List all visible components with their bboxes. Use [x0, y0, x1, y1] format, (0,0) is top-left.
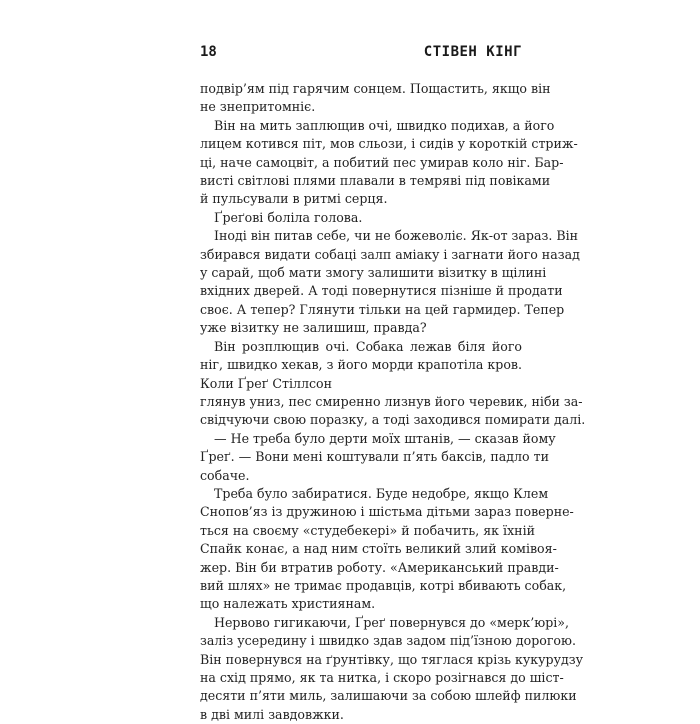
text-line: десяти п’яти миль, залишаючи за собою шлейф пилюки [200, 688, 577, 704]
text-line: Він повернувся на ґрунтівку, що тяглася крізь кукурудзу [200, 651, 584, 667]
text-line: Спайк конає, а над ним стоїть великий злий комівоя- [200, 541, 557, 557]
paragraph [200, 80, 551, 117]
text-line: собаче. [200, 467, 250, 483]
paragraph [200, 614, 584, 724]
text-line: й пульсували в ритмі серця. [200, 191, 388, 207]
text-line: збирався видати собаці залп аміаку і загнати його назад [200, 246, 580, 262]
text-line: Ґреґ. — Вони мені коштували п’ять баксів, падло ти [200, 449, 549, 465]
text-line: Іноді він питав себе, чи не божеволіє. Як-от зараз. Він [214, 228, 579, 244]
text-line: в дві милі завдовжки. [200, 706, 344, 722]
paragraph [200, 338, 586, 430]
text-line: своє. А тепер? Глянути тільки на цей гармидер. Тепер [200, 301, 565, 317]
text-line: Снопов’яз із дружиною і шістьма дітьми зараз поверне- [200, 504, 574, 520]
body-text [200, 80, 586, 724]
text-line: у сарай, щоб мати змогу залишити візитку в щілині [200, 265, 547, 281]
text-line: свідчуючи свою поразку, а тоді заходився помирати далі. [200, 412, 586, 428]
text-line: Він на мить заплющив очі, швидко подихав, а його [214, 117, 555, 133]
text-line: вхідних дверей. А тоді повернутися пізніше й продати [200, 283, 563, 299]
paragraph [200, 209, 522, 227]
text-line: на схід прямо, як та нитка, і скоро розігнався до шіст- [200, 670, 564, 685]
text-line: не знепритомніє. [200, 99, 316, 115]
text-line: Ґреґові боліла голова. [214, 209, 363, 225]
text-line: що належать християнам. [200, 596, 376, 612]
text-line: Треба було забиратися. Буде недобре, якщо Клем [214, 485, 549, 501]
text-line: глянув униз, пес смиренно лизнув його черевик, ніби за- [200, 393, 583, 409]
page-number: 18 [200, 44, 217, 60]
text-line: уже візитку не залишиш, правда? [200, 320, 427, 336]
paragraph [200, 117, 578, 209]
text-line: висті світлові плями плавали в темряві під повіками [200, 173, 551, 189]
page-header [200, 44, 522, 66]
paragraph [200, 485, 574, 614]
paragraph [200, 227, 580, 337]
text-line: вий шлях» не тримає продавців, котрі вбивають собак, [200, 577, 567, 593]
text-line: подвір’ям під гарячим сонцем. Пощастить, якщо він [200, 81, 551, 96]
text-line: лицем котився піт, мов сльози, і сидів у короткій стриж- [200, 136, 578, 152]
running-head-author: СТІВЕН КІНГ [423, 44, 522, 60]
text-line: Він розплющив очі. Собака лежав біля його ніг, швидко хекав, з його морди крапотіла кров. Коли Ґреґ Стіллсон [200, 338, 522, 391]
text-line: ці, наче самоцвіт, а побитий пес умирав коло ніг. Бар- [200, 154, 564, 170]
text-line: — Не треба було дерти моїх штанів, — сказав йому [214, 430, 556, 446]
paragraph [200, 430, 556, 485]
text-line: жер. Він би втратив роботу. «Американський правди- [200, 559, 559, 575]
text-line: заліз усередину і швидко здав задом під’їзною дорогою. [200, 633, 576, 649]
text-line: Нервово гигикаючи, Ґреґ повернувся до «мерк’юрі», [214, 614, 570, 630]
text-line: ться на своєму «студебекері» й побачить, як їхній [200, 522, 535, 538]
